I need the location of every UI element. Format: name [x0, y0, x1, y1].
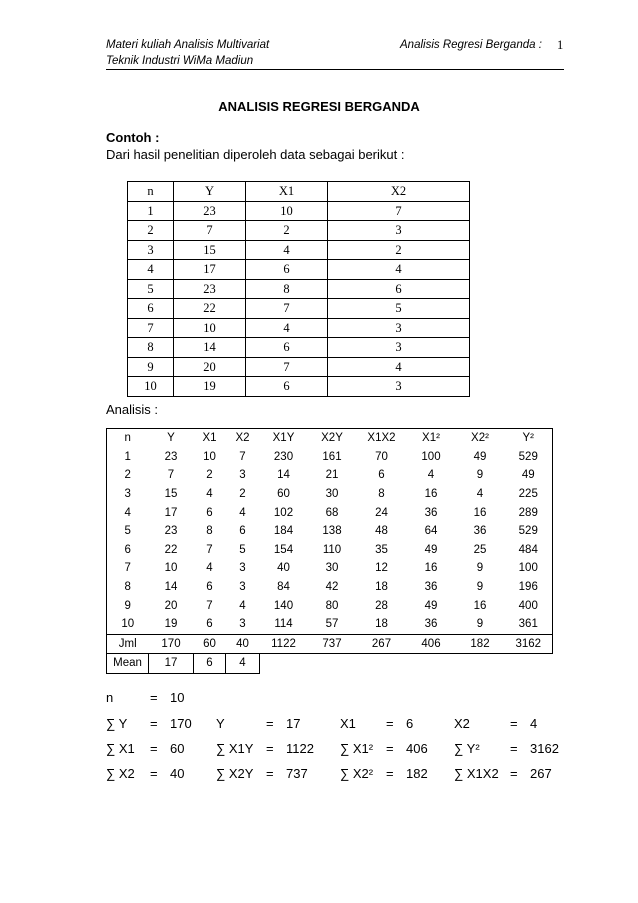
- table-cell: 225: [505, 485, 553, 504]
- table-cell: 7: [246, 357, 328, 377]
- summary-value: 3162: [530, 741, 559, 756]
- table-cell: 23: [174, 279, 246, 299]
- table-cell: 3: [239, 562, 246, 575]
- table-cell: 2: [206, 469, 213, 482]
- table-cell: 18: [375, 581, 388, 594]
- table-cell: 2: [107, 466, 149, 485]
- table-cell: X1: [246, 182, 328, 202]
- table-cell: 36: [424, 581, 438, 594]
- header-course: Materi kuliah Analisis Multivariat: [106, 39, 270, 51]
- table-cell: 17: [164, 506, 178, 519]
- summary-eq: =: [510, 716, 518, 731]
- summary-eq: =: [150, 741, 158, 756]
- summary-label: ∑ X2²: [340, 766, 374, 781]
- summary-label: X2: [454, 716, 470, 731]
- table-cell: 6: [194, 654, 226, 674]
- table-cell: 19: [174, 377, 246, 397]
- summary-label: ∑ X1: [106, 741, 135, 756]
- table-cell: 2: [239, 488, 246, 501]
- table-cell: 3: [328, 318, 470, 338]
- table-row: [128, 357, 470, 377]
- table-cell: 24: [375, 506, 388, 519]
- summary-label: ∑ X1X2: [454, 766, 499, 781]
- summary-value: 267: [530, 766, 552, 781]
- table-cell: 49: [424, 543, 438, 556]
- summary-eq: =: [266, 716, 274, 731]
- table-cell: 8: [107, 578, 149, 597]
- table-cell: Y: [174, 182, 246, 202]
- table-cell: n: [128, 182, 174, 202]
- table-cell: 35: [375, 543, 388, 556]
- table-cell: 400: [505, 596, 553, 615]
- table-cell: 8: [246, 279, 328, 299]
- table-cell: 10: [107, 615, 149, 634]
- table-cell: 3: [328, 377, 470, 397]
- data-table: [127, 181, 470, 397]
- summary-value: 737: [286, 766, 308, 781]
- table-cell: 30: [325, 562, 339, 575]
- table-cell: 5: [239, 543, 246, 556]
- table-cell: 40: [226, 634, 260, 654]
- table-cell: 16: [424, 488, 438, 501]
- table-cell: 4: [107, 503, 149, 522]
- table-cell: 737: [308, 634, 357, 654]
- table-cell: 5: [107, 522, 149, 541]
- table-cell: 3162: [505, 634, 553, 654]
- table-cell: 6: [378, 469, 385, 482]
- table-cell: 100: [421, 450, 441, 463]
- table-row: [107, 578, 553, 597]
- page-number: 1: [557, 38, 564, 52]
- table-cell: 4: [206, 562, 213, 575]
- summary-label: ∑ X1Y: [216, 741, 254, 756]
- table-cell: X2: [328, 182, 470, 202]
- table-cell: 40: [277, 562, 290, 575]
- table-row: [107, 541, 553, 560]
- summary-label: ∑ Y²: [454, 741, 480, 756]
- table-cell: X1Y: [260, 429, 308, 448]
- table-cell: 7: [206, 599, 213, 612]
- table-row: [107, 503, 553, 522]
- summary-eq: =: [150, 766, 158, 781]
- table-row: [128, 279, 470, 299]
- table-cell: 10: [246, 201, 328, 221]
- table-cell: 9: [476, 581, 484, 594]
- table-cell: 10: [128, 377, 174, 397]
- table-cell: 16: [473, 599, 487, 612]
- table-cell: 36: [473, 525, 487, 538]
- table-row: [107, 466, 553, 485]
- table-cell: 484: [505, 541, 553, 560]
- table-row: [107, 522, 553, 541]
- summary-label: ∑ X2: [106, 766, 135, 781]
- table-cell: 19: [164, 618, 178, 631]
- table-cell: 10: [203, 450, 216, 463]
- table-cell: 361: [505, 615, 553, 634]
- summary-n-value: 10: [170, 690, 185, 705]
- table-cell: 2: [128, 221, 174, 241]
- summary-value: 60: [170, 741, 185, 756]
- summary-value: 170: [170, 716, 192, 731]
- table-cell: X2Y: [308, 429, 357, 448]
- table-cell: 15: [174, 240, 246, 260]
- table-cell: 20: [174, 357, 246, 377]
- table-cell: 7: [239, 450, 246, 463]
- table-cell: 161: [322, 450, 342, 463]
- summary-value: 40: [170, 766, 185, 781]
- table-header-row: [128, 182, 470, 202]
- table-cell: 14: [277, 469, 290, 482]
- header-chapter: Analisis Regresi Berganda :: [400, 39, 542, 51]
- summary-n-eq: =: [150, 690, 158, 705]
- table-cell: 3: [328, 221, 470, 241]
- table-cell: 4: [206, 488, 213, 501]
- table-row: [128, 221, 470, 241]
- total-row: [107, 634, 553, 654]
- table-cell: 18: [375, 618, 388, 631]
- intro-text: Dari hasil penelitian diperoleh data sebagai berikut :: [106, 147, 405, 162]
- summary-label: X1: [340, 716, 356, 731]
- table-row: [107, 596, 553, 615]
- table-cell: 140: [273, 599, 294, 612]
- summary-n-label: n: [106, 690, 114, 705]
- table-cell: 20: [164, 599, 178, 612]
- table-cell: 4: [427, 469, 435, 482]
- example-heading: Contoh :: [106, 130, 160, 145]
- table-cell: 68: [325, 506, 339, 519]
- table-cell: 182: [456, 634, 505, 654]
- table-cell: 10: [164, 562, 178, 575]
- table-cell: 84: [277, 581, 290, 594]
- table-cell: 4: [246, 240, 328, 260]
- table-row: [107, 485, 553, 504]
- table-cell: 529: [505, 522, 553, 541]
- table-cell: 2: [246, 221, 328, 241]
- summary-eq: =: [386, 766, 394, 781]
- header-institution: Teknik Industri WiMa Madiun: [106, 55, 254, 67]
- table-cell: 7: [174, 221, 246, 241]
- summary-eq: =: [150, 716, 158, 731]
- table-header-row: [107, 429, 553, 448]
- table-row: [128, 240, 470, 260]
- table-row: [107, 615, 553, 634]
- table-cell: 49: [424, 599, 438, 612]
- summary-value: 4: [530, 716, 538, 731]
- table-cell: 22: [174, 299, 246, 319]
- table-row: [128, 299, 470, 319]
- table-cell: 6: [206, 581, 213, 594]
- table-cell: 16: [424, 562, 438, 575]
- summary-label: Y: [216, 716, 225, 731]
- table-cell: 138: [322, 525, 342, 538]
- table-cell: 57: [325, 618, 339, 631]
- table-cell: X1²: [407, 429, 456, 448]
- table-cell: 8: [128, 338, 174, 358]
- table-cell: 48: [375, 525, 388, 538]
- mean-row: [107, 654, 553, 674]
- table-cell: 1: [107, 448, 149, 467]
- table-cell: 1: [128, 201, 174, 221]
- table-cell: 60: [277, 488, 290, 501]
- table-row: [128, 338, 470, 358]
- table-cell: 9: [107, 596, 149, 615]
- table-cell: 23: [164, 450, 178, 463]
- table-cell: 28: [375, 599, 388, 612]
- table-cell: 7: [128, 318, 174, 338]
- table-cell: 7: [167, 469, 175, 482]
- table-cell: 289: [505, 503, 553, 522]
- table-cell: 9: [476, 618, 484, 631]
- table-cell: 64: [424, 525, 438, 538]
- summary-label: ∑ Y: [106, 716, 128, 731]
- table-cell: 6: [246, 260, 328, 280]
- table-cell: X1: [194, 429, 226, 448]
- table-cell: 267: [357, 634, 407, 654]
- table-cell: 4: [246, 318, 328, 338]
- table-cell: 6: [246, 377, 328, 397]
- table-cell: 5: [328, 299, 470, 319]
- table-cell: 2: [328, 240, 470, 260]
- table-row: [128, 377, 470, 397]
- summary-eq: =: [266, 766, 274, 781]
- table-cell: 196: [505, 578, 553, 597]
- table-cell: 25: [473, 543, 487, 556]
- table-cell: 30: [325, 488, 339, 501]
- table-cell: 406: [407, 634, 456, 654]
- table-cell: n: [107, 429, 149, 448]
- table-cell: 3: [128, 240, 174, 260]
- table-cell: 17: [149, 654, 194, 674]
- table-cell: 7: [206, 543, 213, 556]
- table-row: [128, 201, 470, 221]
- table-cell: 14: [164, 581, 178, 594]
- table-cell: 17: [174, 260, 246, 280]
- table-cell: 21: [325, 469, 339, 482]
- table-row: [128, 318, 470, 338]
- table-cell: 6: [206, 618, 213, 631]
- table-cell: 6: [328, 279, 470, 299]
- table-cell: 114: [274, 618, 293, 631]
- table-cell: 4: [239, 506, 246, 519]
- table-cell: 154: [273, 543, 294, 556]
- summary-eq: =: [386, 716, 394, 731]
- table-cell: 8: [378, 488, 385, 501]
- summary-eq: =: [510, 741, 518, 756]
- summary-eq: =: [510, 766, 518, 781]
- table-cell: Y: [149, 429, 194, 448]
- table-cell: Mean: [107, 654, 149, 674]
- table-cell: X2²: [456, 429, 505, 448]
- table-cell: 49: [473, 450, 487, 463]
- table-cell: 49: [505, 466, 553, 485]
- table-cell: 6: [246, 338, 328, 358]
- table-cell: 4: [128, 260, 174, 280]
- table-cell: 36: [424, 506, 438, 519]
- table-row: [128, 260, 470, 280]
- table-cell: 3: [239, 469, 246, 482]
- table-cell: 3: [239, 581, 246, 594]
- summary-label: ∑ X2Y: [216, 766, 254, 781]
- summary-label: ∑ X1²: [340, 741, 374, 756]
- table-cell: Y²: [505, 429, 553, 448]
- table-cell: 4: [328, 357, 470, 377]
- table-cell: 6: [206, 506, 213, 519]
- table-cell: 7: [328, 201, 470, 221]
- empty-cell: [260, 654, 553, 674]
- table-cell: X2: [226, 429, 260, 448]
- table-cell: 23: [174, 201, 246, 221]
- summary-value: 182: [406, 766, 428, 781]
- table-cell: 23: [164, 525, 178, 538]
- table-cell: 4: [328, 260, 470, 280]
- table-cell: 16: [473, 506, 487, 519]
- table-cell: 80: [325, 599, 339, 612]
- analysis-heading: Analisis :: [106, 402, 159, 417]
- table-cell: 4: [239, 599, 246, 612]
- summary-eq: =: [266, 741, 274, 756]
- table-cell: 3: [239, 618, 246, 631]
- table-cell: 9: [476, 469, 484, 482]
- summary-value: 6: [406, 716, 414, 731]
- summary-value: 406: [406, 741, 428, 756]
- table-cell: 9: [476, 562, 484, 575]
- table-cell: 10: [174, 318, 246, 338]
- table-row: [107, 448, 553, 467]
- table-cell: 6: [239, 525, 246, 538]
- table-cell: 4: [226, 654, 260, 674]
- summary-value: 1122: [286, 741, 314, 756]
- table-cell: 60: [194, 634, 226, 654]
- table-cell: 184: [273, 525, 294, 538]
- table-cell: 36: [424, 618, 438, 631]
- table-cell: 6: [128, 299, 174, 319]
- table-cell: 9: [128, 357, 174, 377]
- table-cell: 12: [375, 562, 388, 575]
- table-cell: 230: [273, 450, 294, 463]
- page-title: ANALISIS REGRESI BERGANDA: [218, 99, 420, 114]
- summary-eq: =: [386, 741, 394, 756]
- table-cell: 6: [107, 541, 149, 560]
- summary-value: 17: [286, 716, 301, 731]
- analysis-table: [106, 428, 553, 674]
- table-cell: 170: [149, 634, 194, 654]
- table-cell: 5: [128, 279, 174, 299]
- table-cell: 22: [164, 543, 178, 556]
- table-cell: 15: [164, 488, 178, 501]
- header-divider: [106, 69, 564, 70]
- table-cell: 14: [174, 338, 246, 358]
- table-cell: 3: [328, 338, 470, 358]
- table-cell: X1X2: [357, 429, 407, 448]
- table-cell: 42: [325, 581, 339, 594]
- table-cell: 1122: [260, 634, 308, 654]
- table-cell: 7: [107, 559, 149, 578]
- table-cell: 100: [505, 559, 553, 578]
- table-row: [107, 559, 553, 578]
- table-cell: 70: [375, 450, 388, 463]
- table-cell: 3: [107, 485, 149, 504]
- table-cell: 529: [505, 448, 553, 467]
- table-cell: 4: [476, 488, 484, 501]
- table-cell: 7: [246, 299, 328, 319]
- table-cell: 8: [206, 525, 213, 538]
- table-cell: 110: [322, 543, 342, 556]
- table-cell: Jml: [107, 634, 149, 654]
- table-cell: 102: [273, 506, 294, 519]
